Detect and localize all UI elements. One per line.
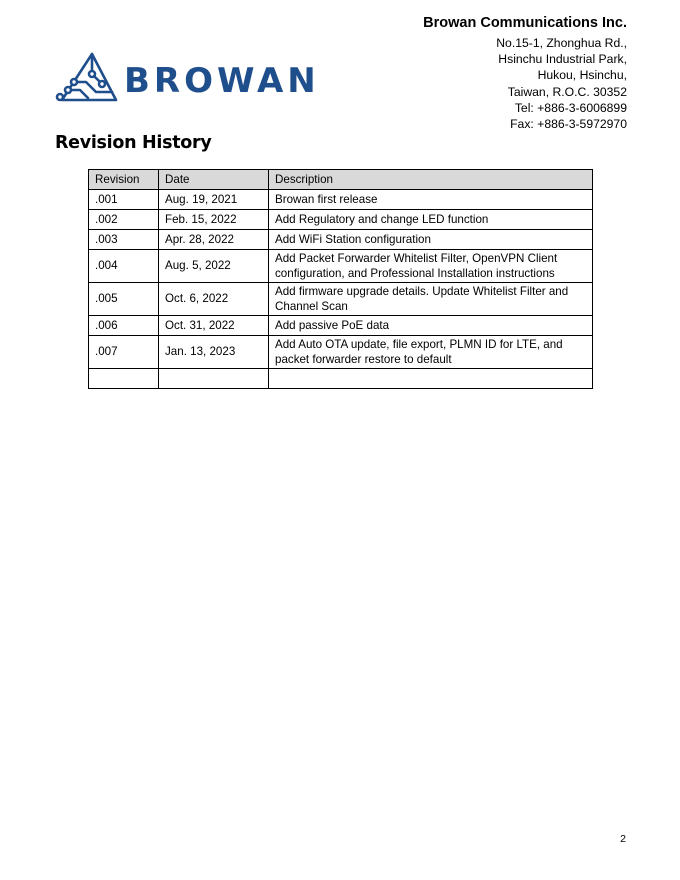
revision-cell: .004: [89, 250, 159, 283]
table-row: [89, 230, 593, 250]
description-cell: Add WiFi Station configuration: [269, 230, 593, 250]
table-row: [89, 283, 593, 316]
date-cell: Oct. 31, 2022: [159, 316, 269, 336]
table-row: [89, 190, 593, 210]
section-title: Revision History: [55, 133, 212, 153]
description-cell: Browan first release: [269, 190, 593, 210]
table-row: [89, 250, 593, 283]
page-number: 2: [620, 833, 626, 845]
fax-number: Fax: +886-3-5972970: [510, 117, 627, 132]
company-address-block: [423, 14, 627, 132]
revision-history-table: [88, 169, 593, 389]
logo-text: BROWAN: [124, 61, 320, 101]
company-name: Browan Communications Inc.: [423, 15, 627, 31]
date-cell: Apr. 28, 2022: [159, 230, 269, 250]
description-cell: Add Regulatory and change LED function: [269, 210, 593, 230]
description-cell: Add Packet Forwarder Whitelist Filter, OpenVPN Client configuration, and Professional Installation instructions: [269, 250, 593, 283]
description-cell: Add passive PoE data: [269, 316, 593, 336]
address-line: No.15-1, Zhonghua Rd.,: [496, 36, 627, 50]
address-line: Hukou, Hsinchu,: [537, 68, 627, 83]
revision-cell: .003: [89, 230, 159, 250]
description-cell: Add firmware upgrade details. Update Whitelist Filter and Channel Scan: [269, 283, 593, 316]
date-cell: Jan. 13, 2023: [159, 336, 269, 369]
description-cell: [269, 369, 593, 389]
revision-cell: .005: [89, 283, 159, 316]
date-cell: [159, 369, 269, 389]
table-row-empty: [89, 369, 593, 389]
revision-cell: [89, 369, 159, 389]
column-header-description: Description: [269, 170, 593, 190]
description-cell: Add Auto OTA update, file export, PLMN ID for LTE, and packet forwarder restore to default: [269, 336, 593, 369]
address-line: Hsinchu Industrial Park,: [498, 52, 627, 67]
date-cell: Feb. 15, 2022: [159, 210, 269, 230]
date-cell: Aug. 19, 2021: [159, 190, 269, 210]
revision-cell: .002: [89, 210, 159, 230]
date-cell: Aug. 5, 2022: [159, 250, 269, 283]
table-header-row: [89, 170, 593, 190]
table-row: [89, 336, 593, 369]
circuit-triangle-icon: [57, 54, 116, 100]
address-line: Taiwan, R.O.C. 30352: [507, 84, 627, 99]
date-cell: Oct. 6, 2022: [159, 283, 269, 316]
table-row: [89, 316, 593, 336]
column-header-date: Date: [159, 170, 269, 190]
revision-cell: .001: [89, 190, 159, 210]
phone-number: Tel: +886-3-6006899: [514, 100, 627, 115]
browan-logo: [56, 50, 320, 106]
revision-cell: .006: [89, 316, 159, 336]
column-header-revision: Revision: [89, 170, 159, 190]
revision-cell: .007: [89, 336, 159, 369]
table-row: [89, 210, 593, 230]
